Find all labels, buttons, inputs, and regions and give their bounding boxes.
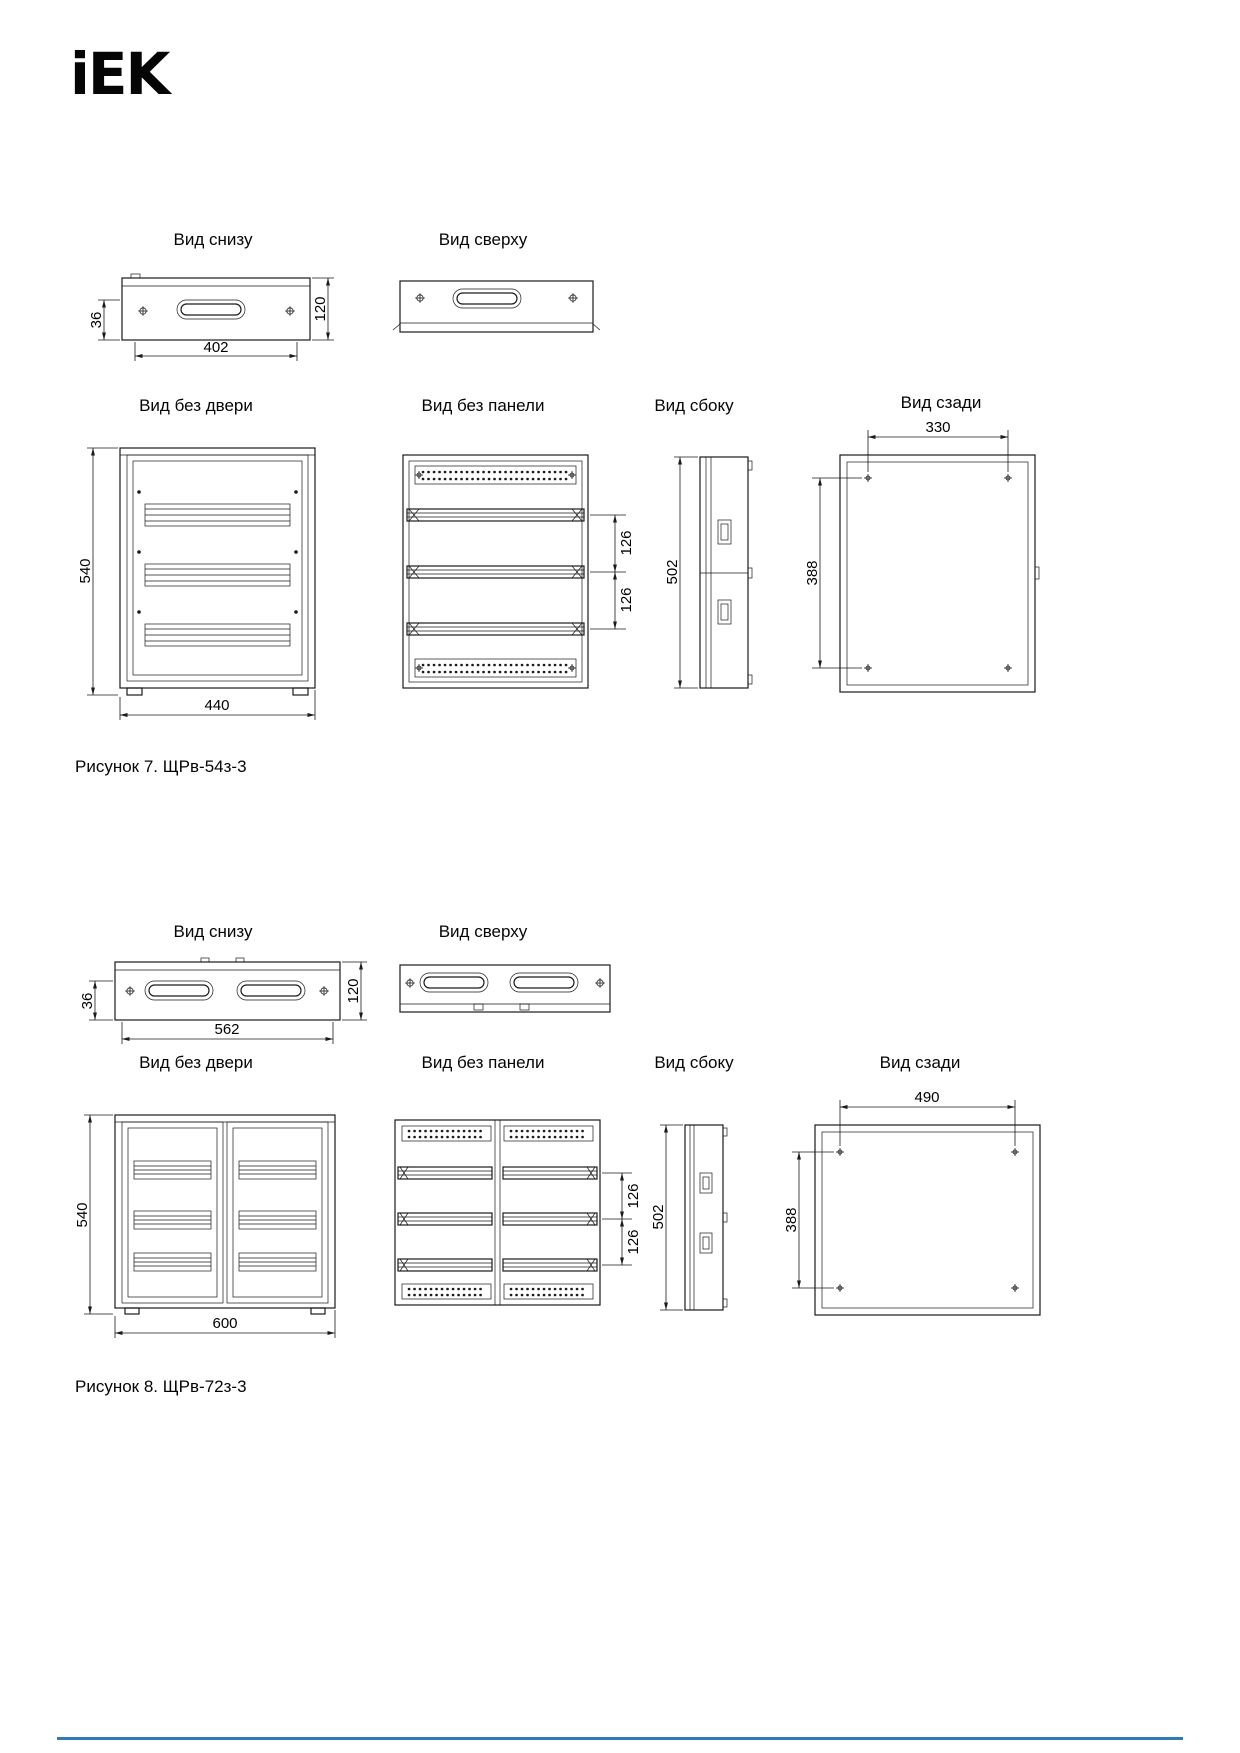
dim-126-lower: 126 xyxy=(618,587,635,613)
dim-126-upper: 126 xyxy=(625,1183,642,1209)
mount-hole-mark xyxy=(836,1284,844,1292)
screw-mark xyxy=(285,306,295,316)
cable-slot xyxy=(453,289,521,308)
dim-120: 120 xyxy=(345,978,362,1004)
mount-hole-mark xyxy=(1011,1148,1019,1156)
screw-mark xyxy=(319,986,329,996)
fig7-bottom-view-drawing xyxy=(85,255,355,385)
dim-402: 402 xyxy=(203,339,229,356)
fig8-label-bottom-view: Вид снизу xyxy=(173,922,253,941)
fig7-label-no-panel-view: Вид без панели xyxy=(421,396,545,415)
fig7-top-view-drawing xyxy=(390,260,610,350)
mount-hole-mark xyxy=(1004,664,1012,672)
cable-slot xyxy=(145,981,213,1000)
mount-hole-mark xyxy=(836,1148,844,1156)
mount-hole-mark xyxy=(1004,474,1012,482)
fig8-caption: Рисунок 8. ЩРв-72з-3 xyxy=(75,1377,247,1396)
cable-slot xyxy=(237,981,305,1000)
fig8-label-rear-view: Вид сзади xyxy=(879,1053,961,1072)
fig8-no-door-view-drawing xyxy=(70,1095,370,1395)
screw-mark xyxy=(405,978,415,988)
fig8-side-view-drawing xyxy=(640,1105,750,1405)
screw-mark xyxy=(595,978,605,988)
dim-502: 502 xyxy=(650,1204,667,1230)
fig8-label-side-view: Вид сбоку xyxy=(654,1053,734,1072)
mount-hole-mark xyxy=(1011,1284,1019,1292)
screw-mark xyxy=(568,664,576,672)
dim-388: 388 xyxy=(804,560,821,586)
fig8-label-no-panel-view: Вид без панели xyxy=(421,1053,545,1072)
dim-440: 440 xyxy=(204,697,230,714)
fig8-rear-view-drawing xyxy=(780,1080,1090,1390)
screw-mark xyxy=(125,986,135,996)
dim-120: 120 xyxy=(312,296,329,322)
fig7-no-panel-view-drawing xyxy=(390,435,650,735)
footer-accent-line xyxy=(57,1737,1183,1740)
fig7-side-view-drawing xyxy=(650,435,770,735)
fig7-label-bottom-view: Вид снизу xyxy=(173,230,253,249)
mount-hole-mark xyxy=(864,474,872,482)
cable-slot xyxy=(420,973,488,992)
dim-388: 388 xyxy=(783,1207,800,1233)
fig8-bottom-view-drawing xyxy=(75,940,385,1070)
dim-36: 36 xyxy=(79,992,96,1010)
fig8-top-view-drawing xyxy=(390,945,630,1040)
fig8-no-panel-view-drawing xyxy=(380,1100,670,1400)
dim-490: 490 xyxy=(914,1089,940,1106)
iek-logo: iEK xyxy=(70,40,169,108)
dim-126-lower: 126 xyxy=(625,1229,642,1255)
dim-36: 36 xyxy=(88,311,105,329)
fig7-label-rear-view: Вид сзади xyxy=(900,393,982,412)
fig8-label-no-door-view: Вид без двери xyxy=(139,1053,253,1072)
screw-mark xyxy=(568,471,576,479)
screw-mark xyxy=(415,293,425,303)
fig8-label-top-view: Вид сверху xyxy=(438,922,528,941)
dim-562: 562 xyxy=(214,1021,240,1038)
dim-540: 540 xyxy=(74,1202,91,1228)
screw-mark xyxy=(568,293,578,303)
mount-hole-mark xyxy=(864,664,872,672)
fig7-no-door-view-drawing xyxy=(75,430,345,730)
cable-slot xyxy=(177,300,245,319)
fig7-label-no-door-view: Вид без двери xyxy=(139,396,253,415)
cable-slot xyxy=(510,973,578,992)
dim-540: 540 xyxy=(77,558,94,584)
fig7-label-top-view: Вид сверху xyxy=(438,230,528,249)
fig7-caption: Рисунок 7. ЩРв-54з-3 xyxy=(75,757,247,776)
dim-502: 502 xyxy=(664,559,681,585)
dim-330: 330 xyxy=(925,419,951,436)
fig7-rear-view-drawing xyxy=(800,410,1080,720)
fig7-label-side-view: Вид сбоку xyxy=(654,396,734,415)
screw-mark xyxy=(138,306,148,316)
dim-126-upper: 126 xyxy=(618,530,635,556)
dim-600: 600 xyxy=(212,1315,238,1332)
